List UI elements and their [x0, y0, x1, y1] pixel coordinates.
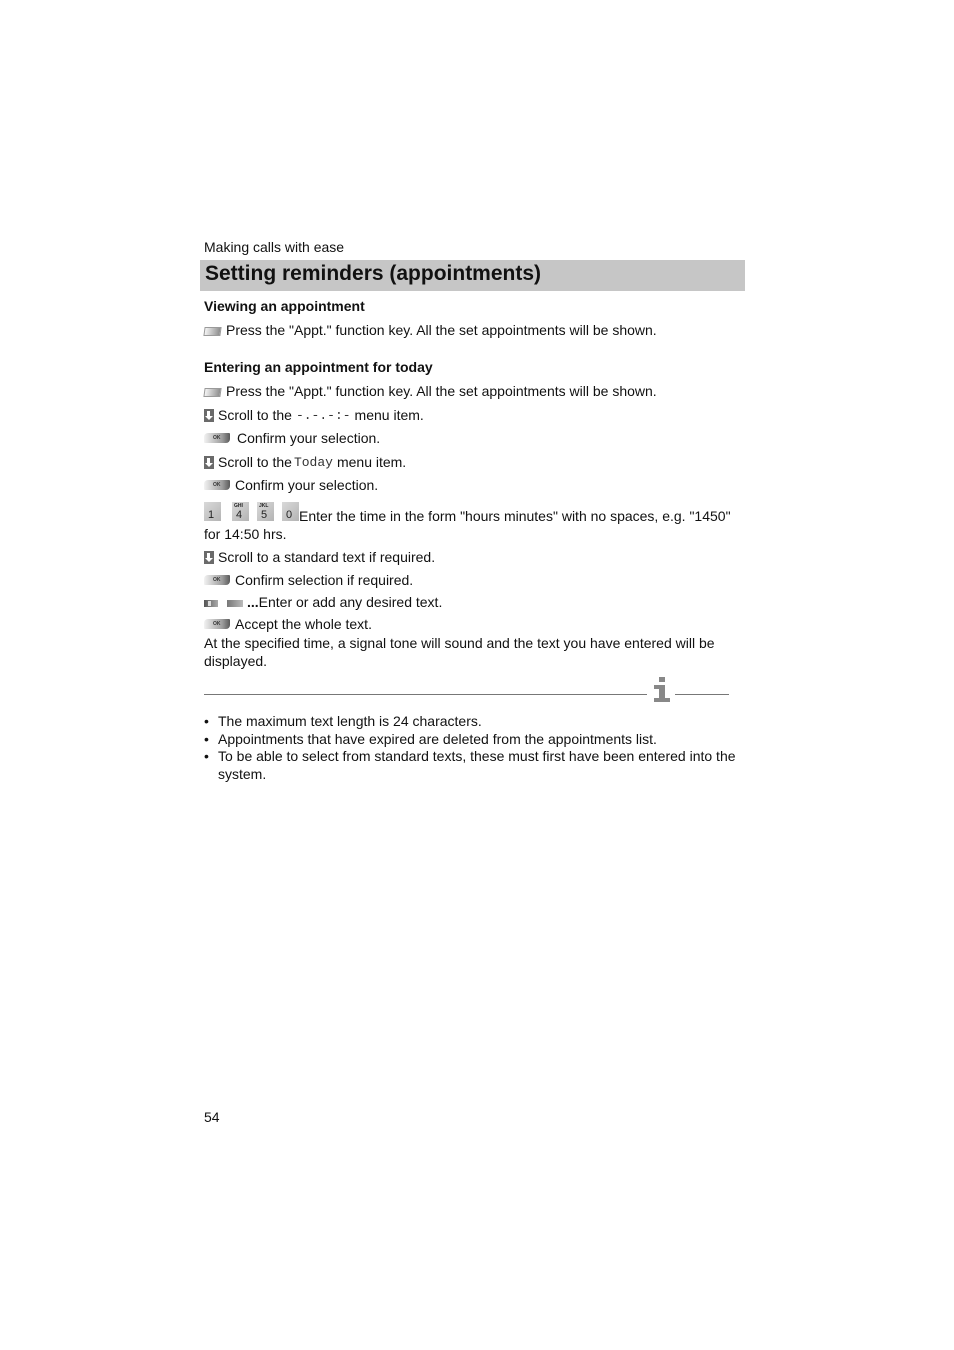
divider: [204, 694, 647, 695]
entering-step-1: [204, 383, 657, 399]
info-list: [204, 713, 744, 783]
step-text-pre: Scroll to the: [218, 407, 292, 423]
step-text: Scroll to a standard text if required.: [218, 549, 436, 565]
entering-step-9: [204, 594, 442, 610]
ok-key-icon: OK: [204, 575, 230, 585]
key-5-icon: JKL 5: [257, 502, 274, 521]
ellipsis: ...: [247, 594, 259, 610]
step-text: Press the "Appt." function key. All the set appointments will be shown.: [226, 383, 657, 399]
list-item: • The maximum text length is 24 characters.: [204, 713, 482, 729]
list-item: • Appointments that have expired are deleted from the appointments list.: [204, 730, 657, 747]
result-text: At the specified time, a signal tone will sound and the text you have entered will be displayed.: [204, 635, 715, 669]
function-key-icon: [203, 388, 221, 397]
step-text-post: menu item.: [354, 407, 424, 423]
ok-key-icon: OK: [204, 480, 230, 490]
menu-code: Today: [293, 454, 333, 470]
ok-key-icon: OK: [204, 433, 230, 443]
entering-step-6: Enter the time in the form "hours minutes" with no spaces, e.g. "1450" for 14:50 hrs.: [204, 508, 731, 542]
scroll-down-icon: [204, 456, 214, 469]
viewing-heading: Viewing an appointment: [204, 298, 365, 314]
entering-heading: Entering an appointment for today: [204, 359, 433, 375]
function-key-icon: [203, 327, 221, 336]
entering-step-2: [204, 407, 424, 423]
entering-step-5: [204, 477, 378, 493]
menu-code: -.-.-:-: [295, 407, 351, 423]
key-0-icon: 0: [282, 502, 299, 521]
step-text: Accept the whole text.: [235, 616, 372, 632]
step-text: Confirm selection if required.: [235, 572, 414, 588]
section-label: Making calls with ease: [204, 239, 345, 255]
letter-key-icon: [227, 600, 243, 607]
entering-step-10: [204, 616, 372, 632]
step-text-post: menu item.: [336, 454, 407, 470]
scroll-down-icon: [204, 551, 214, 564]
step-text-pre: Scroll to the: [218, 454, 292, 470]
list-item: • To be able to select from standard texts, these must first have been entered into the system.: [204, 748, 736, 782]
step-text: Confirm your selection.: [235, 477, 379, 493]
viewing-step-1: [204, 322, 657, 338]
entering-step-4: [204, 454, 406, 470]
key-1-icon: 1: [204, 502, 221, 521]
step-text: Press the "Appt." function key. All the set appointments will be shown.: [226, 322, 657, 338]
info-icon: [651, 676, 673, 704]
step-text: Confirm your selection.: [237, 430, 381, 446]
step-text: Enter or add any desired text.: [258, 594, 443, 610]
page-number: 54: [204, 1109, 220, 1125]
key-4-icon: GHI 4: [232, 502, 249, 521]
letter-key-icon: [204, 600, 218, 607]
page-title: Setting reminders (appointments): [205, 262, 542, 285]
divider: [675, 694, 729, 695]
entering-step-3: [204, 430, 380, 446]
scroll-down-icon: [204, 409, 214, 422]
entering-step-7: [204, 549, 435, 565]
ok-key-icon: OK: [204, 619, 230, 629]
entering-step-8: [204, 572, 413, 588]
